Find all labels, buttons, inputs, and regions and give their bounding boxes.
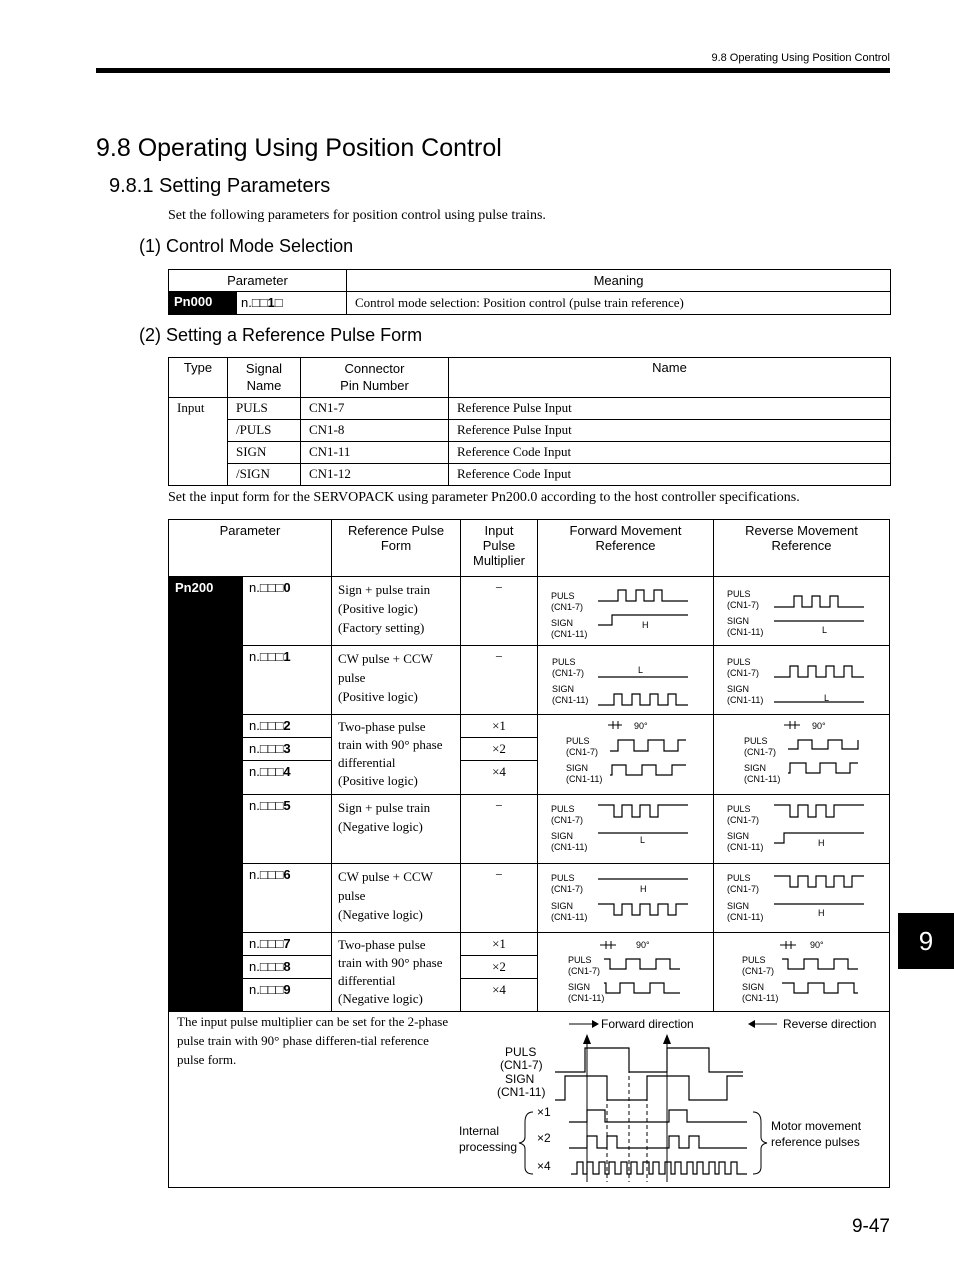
wave-fwd-0 — [538, 577, 714, 646]
mult-5: − — [461, 795, 538, 864]
waveform-diagram — [714, 933, 889, 1009]
mult-2: ×1 — [461, 715, 538, 738]
forward-arrow-head — [592, 1020, 599, 1028]
direction-diagram — [337, 1012, 876, 1186]
setting-prefix: n.□□□ — [249, 741, 284, 756]
pin-npuls: CN1-8 — [301, 420, 449, 442]
diagram-sign-pin: (CN1-11) — [496, 1085, 545, 1099]
wl-puls-pin: (CN1-7) — [566, 747, 599, 757]
sign-wave — [782, 983, 858, 993]
signal-nsign: /SIGN — [228, 464, 301, 486]
motor-movement-label: Motor movement reference pulses — [770, 1119, 861, 1149]
wl-sign: SIGN — [727, 901, 750, 911]
mult-0: − — [461, 577, 538, 646]
wl-puls-pin: (CN1-7) — [551, 884, 584, 894]
x1-pulses — [569, 1110, 747, 1122]
wl-sign-pin: (CN1-11) — [551, 912, 588, 922]
wl-puls-pin: (CN1-7) — [551, 815, 584, 825]
wl-puls: PULS — [551, 873, 575, 883]
form-2: Two-phase pulse train with 90° phase differential (Positive logic) — [332, 715, 461, 795]
col-parameter: Parameter — [169, 270, 347, 292]
setting-digit: 8 — [283, 959, 291, 974]
waveform-diagram — [538, 795, 713, 863]
wl-puls: PULS — [744, 736, 768, 746]
x4-pulses — [571, 1162, 747, 1174]
setting-digit: 3 — [283, 741, 291, 756]
wave-rev-6 — [714, 864, 890, 933]
running-header: 9.8 Operating Using Position Control — [711, 52, 890, 64]
diagram-x4-label: ×4 — [536, 1159, 551, 1173]
edge-arrow-1 — [583, 1034, 591, 1044]
setting-1 — [243, 646, 332, 715]
pn200-table — [168, 519, 890, 1188]
wl-deg90: 90° — [634, 721, 648, 731]
diagram-puls-label: PULS — [504, 1045, 536, 1059]
waveform-diagram — [538, 933, 713, 1009]
param-setting — [237, 292, 347, 315]
setting-digit: 5 — [283, 798, 291, 813]
col-reverse: Reverse Movement Reference — [714, 520, 890, 577]
wl-sign: SIGN — [566, 763, 589, 773]
setting-prefix: n.□□□ — [249, 718, 284, 733]
col-meaning: Meaning — [347, 270, 891, 292]
wave-fwd-2 — [538, 715, 714, 795]
form-1: CW pulse + CCW pulse (Positive logic) — [332, 646, 461, 715]
wl-puls: PULS — [727, 804, 751, 814]
wave-fwd-7 — [538, 933, 714, 1012]
pin-puls: CN1-7 — [301, 398, 449, 420]
setting-prefix: n.□□□ — [249, 764, 284, 779]
sign-wave — [610, 765, 686, 775]
wl-sign: SIGN — [742, 982, 765, 992]
wl-puls-pin: (CN1-7) — [552, 668, 585, 678]
mult-7: ×1 — [461, 933, 538, 956]
wl-sign-pin: (CN1-11) — [727, 627, 764, 637]
wave-rev-0 — [714, 577, 890, 646]
setting-5 — [243, 795, 332, 864]
direction-diagram-cell — [458, 1012, 890, 1188]
header-rule — [96, 68, 890, 73]
control-mode-heading: (1) Control Mode Selection — [139, 236, 354, 256]
wl-sign-pin: (CN1-11) — [742, 993, 779, 1003]
sign-wave — [604, 983, 680, 993]
name-nsign: Reference Code Input — [449, 464, 891, 486]
diagram-x1-label: ×1 — [536, 1105, 551, 1119]
puls-wave — [788, 740, 858, 749]
setting-prefix: n.□□□ — [249, 867, 284, 882]
wl-puls-pin: (CN1-7) — [727, 815, 760, 825]
set-input-text: Set the input form for the SERVOPACK using parameter Pn200.0 according to the host controller specifications. — [168, 490, 800, 505]
wl-sign: SIGN — [552, 684, 575, 694]
form-6: CW pulse + CCW pulse (Negative logic) — [332, 864, 461, 933]
wl-puls: PULS — [568, 955, 592, 965]
wl-high: H — [640, 884, 647, 894]
name-puls: Reference Pulse Input — [449, 398, 891, 420]
pulse-form-heading: (2) Setting a Reference Pulse Form — [139, 325, 423, 345]
signal-sign: SIGN — [228, 442, 301, 464]
wl-sign: SIGN — [551, 901, 574, 911]
param-pn200: Pn200 — [169, 577, 243, 1012]
setting-3 — [243, 738, 332, 761]
diagram-puls-pin: (CN1-7) — [499, 1058, 543, 1072]
reverse-direction-label: Reverse direction — [782, 1017, 876, 1031]
setting-prefix: n.□□□ — [249, 649, 284, 664]
wl-puls: PULS — [551, 591, 575, 601]
puls-wave — [782, 959, 858, 969]
setting-prefix: n.□□□ — [249, 798, 284, 813]
setting-digit: 1 — [267, 295, 275, 310]
wl-puls: PULS — [552, 657, 576, 667]
pin-nsign: CN1-12 — [301, 464, 449, 486]
wl-sign-pin: (CN1-11) — [551, 629, 588, 639]
wl-sign-pin: (CN1-11) — [727, 842, 764, 852]
form-0: Sign + pulse train (Positive logic) (Factory setting) — [332, 577, 461, 646]
setting-6 — [243, 864, 332, 933]
param-meaning: Control mode selection: Position control (pulse train reference) — [347, 292, 891, 315]
puls-wave — [774, 666, 864, 677]
setting-prefix: n.□□□ — [249, 959, 284, 974]
wl-puls-pin: (CN1-7) — [744, 747, 777, 757]
puls-wave — [774, 805, 864, 817]
wl-puls: PULS — [727, 873, 751, 883]
wl-puls-pin: (CN1-7) — [727, 600, 760, 610]
setting-digit: 4 — [283, 764, 291, 779]
wl-puls: PULS — [742, 955, 766, 965]
setting-prefix: n.□□□ — [249, 580, 284, 595]
setting-4 — [243, 761, 332, 795]
wl-puls-pin: (CN1-7) — [551, 602, 584, 612]
x2-pulses — [569, 1136, 747, 1148]
setting-digit: 9 — [283, 982, 291, 997]
wave-fwd-1 — [538, 646, 714, 715]
wl-sign: SIGN — [551, 618, 574, 628]
wl-puls: PULS — [727, 589, 751, 599]
col-pn200-parameter: Parameter — [169, 520, 332, 577]
wl-deg90: 90° — [636, 940, 650, 950]
wl-sign-pin: (CN1-11) — [727, 695, 764, 705]
puls-wave — [598, 805, 688, 817]
puls-wave — [604, 959, 680, 969]
page-number: 9-47 — [851, 1216, 890, 1237]
chapter-tab: 9 — [898, 913, 954, 969]
sign-wave — [788, 763, 858, 773]
wl-sign-pin: (CN1-11) — [727, 912, 764, 922]
setting-digit: 6 — [283, 867, 291, 882]
wl-puls: PULS — [727, 657, 751, 667]
left-brace — [519, 1112, 533, 1174]
puls-wave — [774, 596, 864, 607]
wl-puls-pin: (CN1-7) — [742, 966, 775, 976]
mult-9: ×4 — [461, 979, 538, 1012]
wl-high: H — [818, 838, 825, 848]
wl-puls-pin: (CN1-7) — [727, 668, 760, 678]
pin-sign: CN1-11 — [301, 442, 449, 464]
col-ref-form: Reference Pulse Form — [332, 520, 461, 577]
waveform-diagram — [538, 864, 713, 932]
mult-6: − — [461, 864, 538, 933]
wl-sign: SIGN — [727, 684, 750, 694]
setting-2 — [243, 715, 332, 738]
form-5: Sign + pulse train (Negative logic) — [332, 795, 461, 864]
setting-8 — [243, 956, 332, 979]
type-input: Input — [169, 398, 228, 486]
wl-sign: SIGN — [727, 616, 750, 626]
wl-low: L — [824, 693, 830, 703]
wl-sign-pin: (CN1-11) — [744, 774, 781, 784]
signal-npuls: /PULS — [228, 420, 301, 442]
waveform-diagram — [714, 715, 889, 793]
setting-suffix: □ — [274, 295, 283, 310]
wl-high: H — [642, 620, 649, 630]
setting-digit: 2 — [283, 718, 291, 733]
col-multiplier: Input Pulse Multiplier — [461, 520, 538, 577]
wl-sign: SIGN — [551, 831, 574, 841]
form-7: Two-phase pulse train with 90° phase differential (Negative logic) — [332, 933, 461, 1012]
wl-puls-pin: (CN1-7) — [727, 884, 760, 894]
wave-rev-1 — [714, 646, 890, 715]
section-title: 9.8 Operating Using Position Control — [96, 134, 502, 162]
right-brace — [753, 1112, 767, 1174]
wl-low: L — [822, 625, 828, 635]
wl-deg90: 90° — [810, 940, 824, 950]
puls-wave — [598, 590, 688, 601]
wl-sign-pin: (CN1-11) — [566, 774, 603, 784]
waveform-diagram — [714, 795, 889, 863]
wl-puls-pin: (CN1-7) — [568, 966, 601, 976]
subsection-title: 9.8.1 Setting Parameters — [109, 175, 331, 197]
setting-prefix: n.□□ — [241, 295, 268, 310]
wl-low: L — [638, 665, 644, 675]
diagram-puls-wave — [555, 1048, 743, 1072]
wl-sign-pin: (CN1-11) — [551, 842, 588, 852]
wl-low: L — [640, 835, 646, 845]
wave-rev-2 — [714, 715, 890, 795]
col-signal: Signal Name — [228, 358, 301, 398]
col-forward: Forward Movement Reference — [538, 520, 714, 577]
mult-4: ×4 — [461, 761, 538, 795]
wl-deg90: 90° — [812, 721, 826, 731]
setting-0 — [243, 577, 332, 646]
wl-sign-pin: (CN1-11) — [568, 993, 605, 1003]
wl-sign: SIGN — [744, 763, 767, 773]
diagram-sign-wave — [555, 1076, 743, 1100]
wl-high: H — [818, 908, 825, 918]
wave-fwd-5 — [538, 795, 714, 864]
forward-direction-label: Forward direction — [600, 1017, 694, 1031]
col-connector: Connector Pin Number — [301, 358, 449, 398]
mult-3: ×2 — [461, 738, 538, 761]
intro-text: Set the following parameters for position control using pulse trains. — [168, 208, 546, 223]
setting-digit: 0 — [283, 580, 291, 595]
param-pn000: Pn000 — [169, 292, 237, 315]
setting-digit: 7 — [283, 936, 291, 951]
col-type: Type — [169, 358, 228, 398]
sign-wave — [598, 904, 688, 915]
wl-sign: SIGN — [568, 982, 591, 992]
control-mode-table — [168, 269, 891, 315]
setting-prefix: n.□□□ — [249, 982, 284, 997]
waveform-diagram — [714, 577, 889, 645]
mult-1: − — [461, 646, 538, 715]
puls-wave — [774, 876, 864, 887]
setting-9 — [243, 979, 332, 1012]
setting-prefix: n.□□□ — [249, 936, 284, 951]
setting-7 — [243, 933, 332, 956]
pulse-form-table — [168, 357, 891, 486]
waveform-diagram — [538, 577, 713, 645]
internal-processing-label: Internal processing — [458, 1124, 517, 1154]
diagram-x2-label: ×2 — [536, 1131, 551, 1145]
waveform-diagram — [538, 715, 713, 793]
wave-rev-7 — [714, 933, 890, 1012]
waveform-diagram — [538, 646, 713, 714]
reverse-arrow-head — [748, 1020, 755, 1028]
wave-rev-5 — [714, 795, 890, 864]
multiplier-note: The input pulse multiplier can be set for the 2-phase pulse train with 90° phase differen-tial reference pulse form. — [177, 1014, 449, 1067]
wl-sign: SIGN — [727, 831, 750, 841]
puls-wave — [610, 740, 686, 751]
signal-puls: PULS — [228, 398, 301, 420]
waveform-diagram — [714, 864, 889, 932]
waveform-diagram — [714, 646, 889, 714]
name-sign: Reference Code Input — [449, 442, 891, 464]
wl-puls: PULS — [566, 736, 590, 746]
mult-8: ×2 — [461, 956, 538, 979]
wl-sign-pin: (CN1-11) — [552, 695, 589, 705]
name-npuls: Reference Pulse Input — [449, 420, 891, 442]
setting-digit: 1 — [283, 649, 291, 664]
sign-wave — [598, 694, 688, 705]
col-name: Name — [449, 358, 891, 398]
wave-fwd-6 — [538, 864, 714, 933]
wl-puls: PULS — [551, 804, 575, 814]
diagram-sign-label: SIGN — [504, 1072, 534, 1086]
edge-arrow-2 — [663, 1034, 671, 1044]
